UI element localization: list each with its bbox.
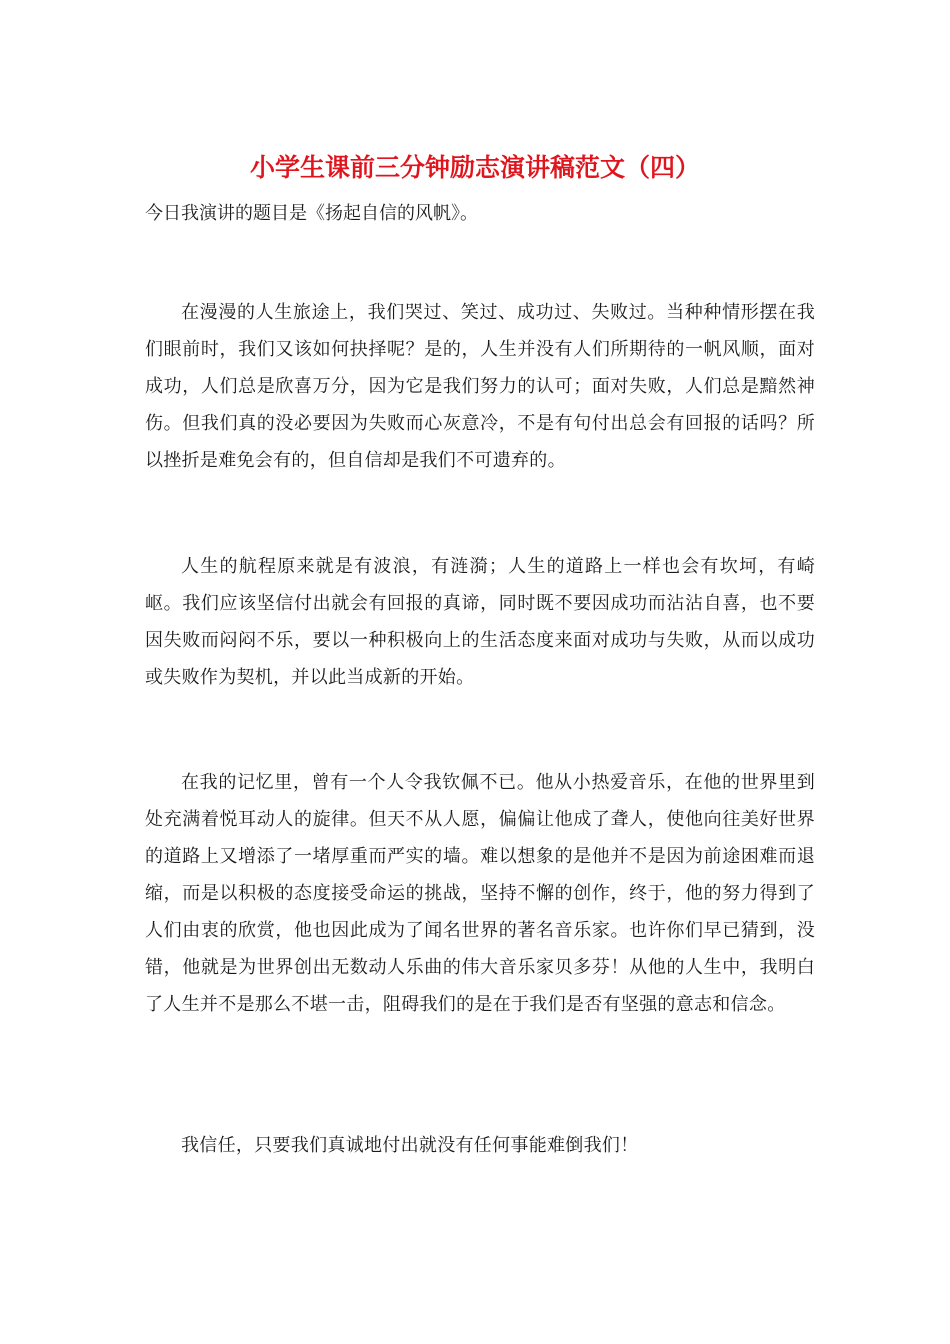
body-paragraph: 人生的航程原来就是有波浪，有涟漪；人生的道路上一样也会有坎坷，有崎岖。我们应该坚信付出就会有回报的真谛，同时既不要因成功而沾沾自喜，也不要因失败而闷闷不乐，要以一种积极向上的生活态度来面对成功与失败，从而以成功或失败作为契机，并以此当成新的开始。 [145, 556, 815, 688]
body-paragraph: 在漫漫的人生旅途上，我们哭过、笑过、成功过、失败过。当种种情形摆在我们眼前时，我们又该如何抉择呢？是的，人生并没有人们所期待的一帆风顺，面对成功，人们总是欣喜万分，因为它是我们努力的认可；面对失败，人们总是黯然神伤。但我们真的没必要因为失败而心灰意冷，不是有句付出总会有回报的话吗？所以挫折是难免会有的，但自信却是我们不可遗弃的。 [145, 302, 815, 471]
speech-intro: 今日我演讲的题目是《扬起自信的风帆》。 [145, 203, 478, 224]
body-paragraph: 在我的记忆里，曾有一个人令我钦佩不已。他从小热爱音乐，在他的世界里到处充满着悦耳动人的旋律。但天不从人愿，偏偏让他成了聋人，使他向往美好世界的道路上又增添了一堵厚重而严实的墙。难以想象的是他并不是因为前途困难而退缩，而是以积极的态度接受命运的挑战，坚持不懈的创作，终于，他的努力得到了人们由衷的欣赏，他也因此成为了闻名世界的著名音乐家。也许你们早已猜到，没错，他就是为世界创出无数动人乐曲的伟大音乐家贝多芬！从他的人生中，我明白了人生并不是那么不堪一击，阻碍我们的是在于我们是否有坚强的意志和信念。 [145, 772, 815, 1015]
body-paragraph: 我信任，只要我们真诚地付出就没有任何事能难倒我们！ [181, 1135, 639, 1156]
document-title: 小学生课前三分钟励志演讲稿范文（四） [249, 153, 700, 182]
